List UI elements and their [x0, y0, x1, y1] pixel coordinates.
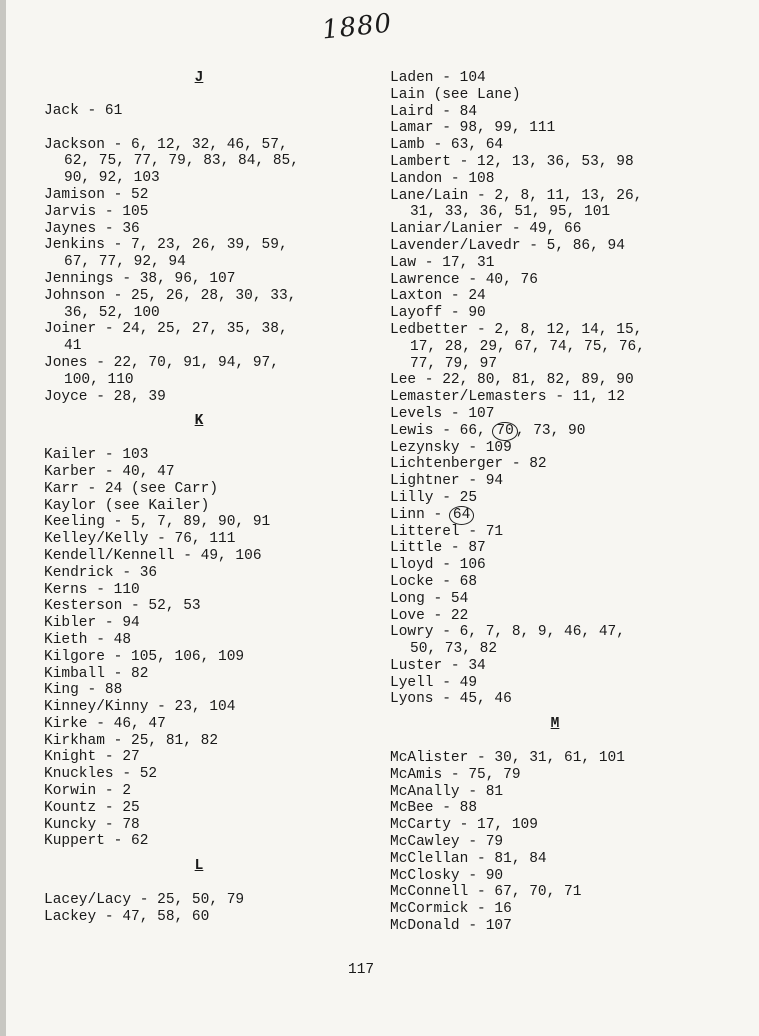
index-entry: [390, 767, 720, 784]
index-entry-line: McAnally - 81: [390, 783, 504, 800]
index-entry: [44, 649, 354, 666]
index-entry: [390, 750, 720, 767]
index-entry-line: Little - 87: [390, 540, 486, 557]
index-entry-line: Kuppert - 62: [44, 833, 149, 850]
index-entry-line: Lackey - 47, 58, 60: [44, 908, 210, 925]
index-entry-line: Lamb - 63, 64: [390, 137, 504, 154]
index-entry-line: Law - 17, 31: [390, 254, 495, 271]
index-entry-line: McDonald - 107: [390, 918, 512, 935]
index-entry-line: Lacey/Lacy - 25, 50, 79: [44, 892, 245, 909]
index-entry-continuation: 62, 75, 77, 79, 83, 84, 85,: [64, 153, 299, 170]
index-entry: [390, 784, 720, 801]
index-entry-line: Lilly - 25: [390, 489, 478, 506]
index-entry: [44, 464, 354, 481]
index-entry: [44, 783, 354, 800]
index-entry-line: Long - 54: [390, 590, 469, 607]
index-entry-line: King - 88: [44, 682, 123, 699]
index-entry-line: Kerns - 110: [44, 581, 140, 598]
index-entry: [390, 305, 720, 322]
index-entry: [44, 582, 354, 599]
index-entry: [390, 540, 720, 557]
index-entry: [390, 675, 720, 692]
section-letter-heading: J: [194, 70, 204, 86]
circled-page-number: 70: [492, 422, 517, 441]
index-entry-line: Jackson - 6, 12, 32, 46, 57,: [44, 136, 288, 153]
index-entry: [390, 851, 720, 868]
index-entry: [390, 255, 720, 272]
index-entry-line: McAmis - 75, 79: [390, 766, 521, 783]
index-entry-continuation: 77, 79, 97: [410, 355, 498, 372]
page-number: 117: [348, 962, 375, 978]
index-entry-line: Lawrence - 40, 76: [390, 271, 538, 288]
index-entry: [390, 221, 720, 238]
index-entry-line: Kibler - 94: [44, 615, 140, 632]
index-entry-line: Lemaster/Lemasters - 11, 12: [390, 389, 625, 406]
index-entry-line: Lightner - 94: [390, 473, 504, 490]
index-entry: [390, 322, 720, 372]
index-entry-continuation: 41: [64, 338, 82, 355]
index-entry-line: McCawley - 79: [390, 834, 504, 851]
index-entry-line: Jarvis - 105: [44, 203, 149, 220]
index-entry-line: Korwin - 2: [44, 783, 132, 800]
index-entry: [44, 699, 354, 716]
index-entry: [44, 800, 354, 817]
index-entry-line: Lyell - 49: [390, 674, 478, 691]
index-entry: [44, 531, 354, 548]
index-column-right: [390, 70, 720, 935]
index-entry: [44, 481, 354, 498]
index-entry: [390, 507, 720, 524]
index-entry-line: Laden - 104: [390, 70, 486, 86]
index-entry-line: Ledbetter - 2, 8, 12, 14, 15,: [390, 321, 643, 338]
index-entry-line: McAlister - 30, 31, 61, 101: [390, 750, 625, 767]
index-entry: [390, 557, 720, 574]
index-entry-line: Knuckles - 52: [44, 766, 158, 783]
spacer: [44, 120, 354, 137]
index-entry: [390, 104, 720, 121]
index-entry: [390, 372, 720, 389]
index-entry-continuation: 50, 73, 82: [410, 641, 498, 658]
index-entry: [390, 154, 720, 171]
index-entry-line: Karber - 40, 47: [44, 463, 175, 480]
index-entry: [44, 389, 354, 406]
index-entry-line: Joyce - 28, 39: [44, 388, 166, 405]
index-entry: [44, 716, 354, 733]
index-entry: [44, 498, 354, 515]
index-entry: [44, 817, 354, 834]
index-entry-line: Lyons - 45, 46: [390, 691, 512, 708]
index-entry: [390, 87, 720, 104]
index-entry-line: Lichtenberger - 82: [390, 456, 547, 473]
index-entry-line: Jones - 22, 70, 91, 94, 97,: [44, 354, 279, 371]
index-entry-line: Jennings - 38, 96, 107: [44, 270, 236, 287]
index-entry: [390, 918, 720, 935]
index-entry-line: Kimball - 82: [44, 665, 149, 682]
index-entry: [390, 423, 720, 440]
index-entry: [390, 456, 720, 473]
index-entry: [390, 658, 720, 675]
index-entry-line: Kendell/Kennell - 49, 106: [44, 547, 262, 564]
index-entry: [44, 321, 354, 355]
index-entry: [44, 187, 354, 204]
index-entry: [44, 598, 354, 615]
index-entry-line: Layoff - 90: [390, 305, 486, 322]
index-entry-line: Kesterson - 52, 53: [44, 598, 201, 615]
index-entry-line: Kelley/Kelly - 76, 111: [44, 531, 236, 548]
index-entry-line: McClellan - 81, 84: [390, 850, 547, 867]
index-entry-line: Litterel - 71: [390, 523, 504, 540]
index-entry-line: McClosky - 90: [390, 867, 504, 884]
index-entry-line: Knight - 27: [44, 749, 140, 766]
index-entry: [44, 103, 354, 120]
index-entry: [390, 272, 720, 289]
index-entry: [44, 682, 354, 699]
index-entry: [390, 70, 720, 87]
index-entry-line: Locke - 68: [390, 573, 478, 590]
index-entry: [390, 120, 720, 137]
index-entry-line: Lewis - 66, 70 , 73, 90: [390, 422, 586, 439]
index-entry-continuation: 67, 77, 92, 94: [64, 254, 186, 271]
index-entry: [390, 574, 720, 591]
index-entry: [390, 490, 720, 507]
index-entry-line: Kuncky - 78: [44, 816, 140, 833]
index-entry-line: Jenkins - 7, 23, 26, 39, 59,: [44, 237, 288, 254]
index-entry-line: Lamar - 98, 99, 111: [390, 120, 556, 137]
index-entry-line: Love - 22: [390, 607, 469, 624]
index-entry-line: Kilgore - 105, 106, 109: [44, 648, 245, 665]
index-entry: [44, 204, 354, 221]
index-entry: [390, 288, 720, 305]
index-entry-line: Jaynes - 36: [44, 220, 140, 237]
index-entry: [44, 288, 354, 322]
index-entry: [390, 389, 720, 406]
index-entry-line: Lavender/Lavedr - 5, 86, 94: [390, 237, 625, 254]
index-entry: [390, 901, 720, 918]
handwritten-year-annotation: 1880: [320, 8, 394, 46]
index-entry: [44, 833, 354, 850]
index-entry: [390, 524, 720, 541]
index-entry: [390, 473, 720, 490]
index-entry-line: Lloyd - 106: [390, 557, 486, 574]
index-entry-line: Kaylor (see Kailer): [44, 497, 210, 514]
index-entry-line: Keeling - 5, 7, 89, 90, 91: [44, 514, 271, 531]
index-entry-continuation: 36, 52, 100: [64, 304, 160, 321]
index-entry: [44, 615, 354, 632]
scan-edge: [0, 0, 6, 1036]
index-entry-continuation: 100, 110: [64, 371, 134, 388]
index-entry: [390, 238, 720, 255]
section-letter-heading: L: [194, 858, 204, 875]
index-entry-continuation: 17, 28, 29, 67, 74, 75, 76,: [410, 338, 645, 355]
index-entry: [390, 406, 720, 423]
index-entry: [390, 817, 720, 834]
index-entry-line: Johnson - 25, 26, 28, 30, 33,: [44, 287, 297, 304]
index-entry: [390, 608, 720, 625]
circled-page-number: 64: [449, 506, 474, 525]
index-entry: [390, 834, 720, 851]
index-entry-line: Laird - 84: [390, 103, 478, 120]
index-entry-line: Lane/Lain - 2, 8, 11, 13, 26,: [390, 187, 643, 204]
index-entry-line: Kountz - 25: [44, 799, 140, 816]
index-entry-line: Landon - 108: [390, 170, 495, 187]
index-entry: [390, 800, 720, 817]
index-entry-line: McConnell - 67, 70, 71: [390, 884, 582, 901]
index-entry-line: Linn - 64: [390, 507, 720, 524]
index-entry: [44, 447, 354, 464]
index-entry: [390, 591, 720, 608]
index-entry: [44, 137, 354, 187]
index-entry: [44, 766, 354, 783]
index-entry: [44, 271, 354, 288]
index-entry: [44, 565, 354, 582]
index-entry: [390, 171, 720, 188]
index-entry: [390, 137, 720, 154]
index-entry-line: McCarty - 17, 109: [390, 817, 538, 834]
index-entry: [44, 909, 354, 926]
index-entry: [44, 666, 354, 683]
index-entry-line: Kendrick - 36: [44, 564, 158, 581]
index-column-left: [44, 70, 354, 926]
index-entry: [390, 868, 720, 885]
index-entry-line: Lee - 22, 80, 81, 82, 89, 90: [390, 372, 634, 389]
index-entry-line: Lowry - 6, 7, 8, 9, 46, 47,: [390, 624, 625, 641]
index-entry-line: Joiner - 24, 25, 27, 35, 38,: [44, 321, 288, 338]
index-entry-line: Lezynsky - 109: [390, 439, 512, 456]
index-entry-line: Lambert - 12, 13, 36, 53, 98: [390, 153, 634, 170]
index-entry-line: Lain (see Lane): [390, 86, 521, 103]
index-entry-continuation: 31, 33, 36, 51, 95, 101: [410, 204, 611, 221]
index-entry: [44, 514, 354, 531]
index-entry: [390, 691, 720, 708]
index-entry: [390, 188, 720, 222]
index-entry-line: Jack - 61: [44, 102, 123, 119]
index-entry: [44, 221, 354, 238]
index-entry-line: Levels - 107: [390, 405, 495, 422]
index-entry-line: Karr - 24 (see Carr): [44, 480, 219, 497]
index-entry: [390, 440, 720, 457]
index-entry: [390, 624, 720, 658]
index-entry-line: Kailer - 103: [44, 447, 149, 464]
index-entry-line: Kinney/Kinny - 23, 104: [44, 699, 236, 716]
index-entry-line: Kieth - 48: [44, 631, 132, 648]
index-entry-continuation: 90, 92, 103: [64, 170, 160, 187]
index-entry-line: Kirkham - 25, 81, 82: [44, 732, 219, 749]
index-entry: [44, 632, 354, 649]
index-entry: [44, 548, 354, 565]
index-entry: [44, 749, 354, 766]
index-entry: [44, 892, 354, 909]
index-entry: [44, 355, 354, 389]
index-entry-line: Luster - 34: [390, 657, 486, 674]
index-entry-line: Kirke - 46, 47: [44, 715, 166, 732]
index-entry-line: McBee - 88: [390, 800, 478, 817]
section-letter-heading: M: [550, 716, 560, 733]
section-letter-heading: K: [194, 413, 204, 430]
index-entry-line: Laxton - 24: [390, 288, 486, 305]
index-entry: [390, 884, 720, 901]
index-entry-line: Laniar/Lanier - 49, 66: [390, 221, 582, 238]
index-entry: [44, 237, 354, 271]
index-entry-line: Jamison - 52: [44, 186, 149, 203]
index-entry-line: McCormick - 16: [390, 901, 512, 918]
index-entry: [44, 733, 354, 750]
